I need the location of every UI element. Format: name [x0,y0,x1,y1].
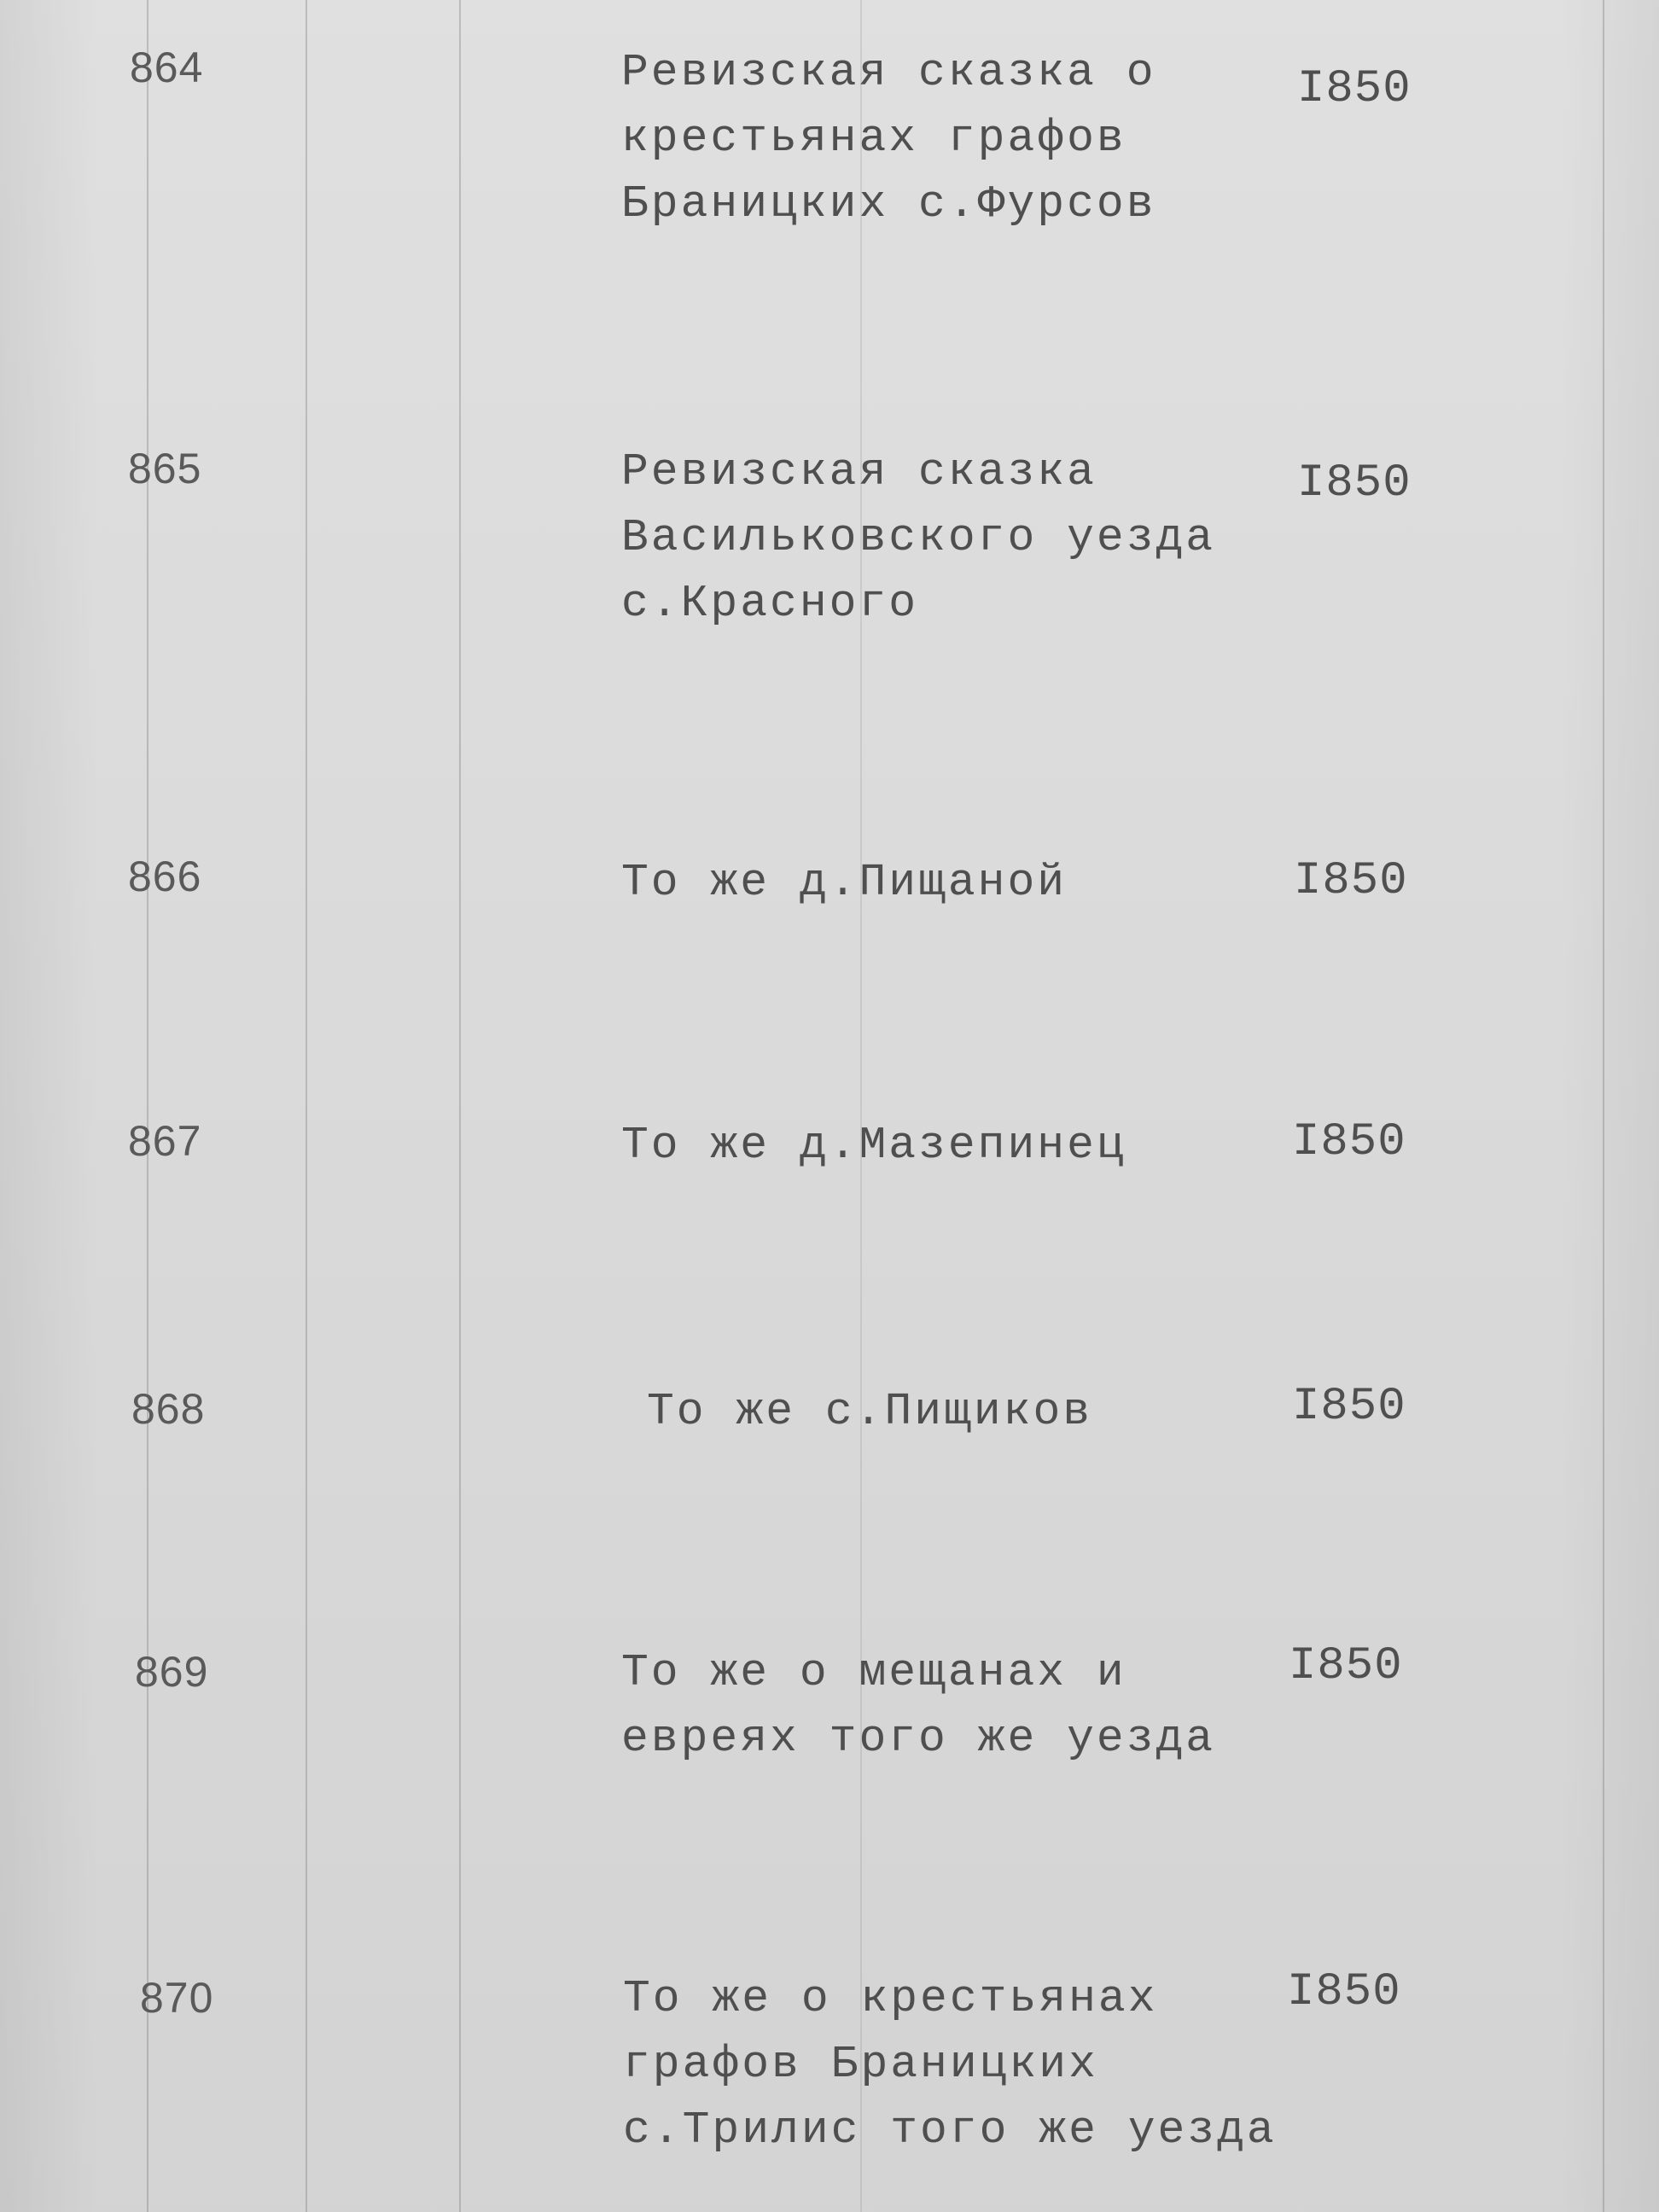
description-line: Браницких с.Фурсов [621,178,1156,230]
entry-description [621,850,1067,916]
entry-year: I850 [1292,1116,1406,1168]
column-rule [1603,0,1604,2212]
column-rule [459,0,461,2212]
description-line: Ревизская сказка о [621,47,1156,98]
description-line: евреях того же уезда [621,1713,1216,1764]
entry-year: I850 [1297,457,1412,509]
description-line: То же с.Пищиков [647,1386,1093,1437]
entry-year: I850 [1292,1381,1406,1433]
entry-number: 870 [140,1974,214,2022]
entry-number: 869 [135,1648,209,1696]
column-rule [147,0,148,2212]
description-line: То же о крестьянах [623,1973,1158,2024]
description-line: с.Трилис того же уезда [623,2104,1277,2156]
description-line: То же д.Мазепинец [621,1120,1126,1171]
entry-year: I850 [1297,63,1412,115]
entry-year: I850 [1287,1966,1401,2018]
entry-description [623,1966,1277,2163]
entry-description [621,439,1215,637]
entry-number: 868 [131,1385,206,1433]
description-line: с.Красного [621,578,919,629]
entry-description [647,1379,1092,1445]
description-line: То же о мещанах и [621,1647,1126,1698]
description-line: Васильковского уезда [621,512,1216,563]
entry-year: I850 [1294,855,1408,907]
column-rule [860,0,862,2212]
entry-description [621,1640,1215,1772]
entry-number: 864 [130,44,204,91]
description-line: крестьянах графов [621,113,1126,164]
description-line: То же д.Пищаной [621,857,1068,908]
column-rule [306,0,307,2212]
description-line: Ревизская сказка [621,446,1097,498]
entry-year: I850 [1289,1640,1403,1692]
description-line: графов Браницких [623,2039,1098,2090]
entry-number: 866 [128,853,202,900]
entry-description [621,1113,1126,1179]
entry-description [621,40,1156,237]
entry-number: 865 [128,445,202,492]
entry-number: 867 [128,1117,202,1165]
